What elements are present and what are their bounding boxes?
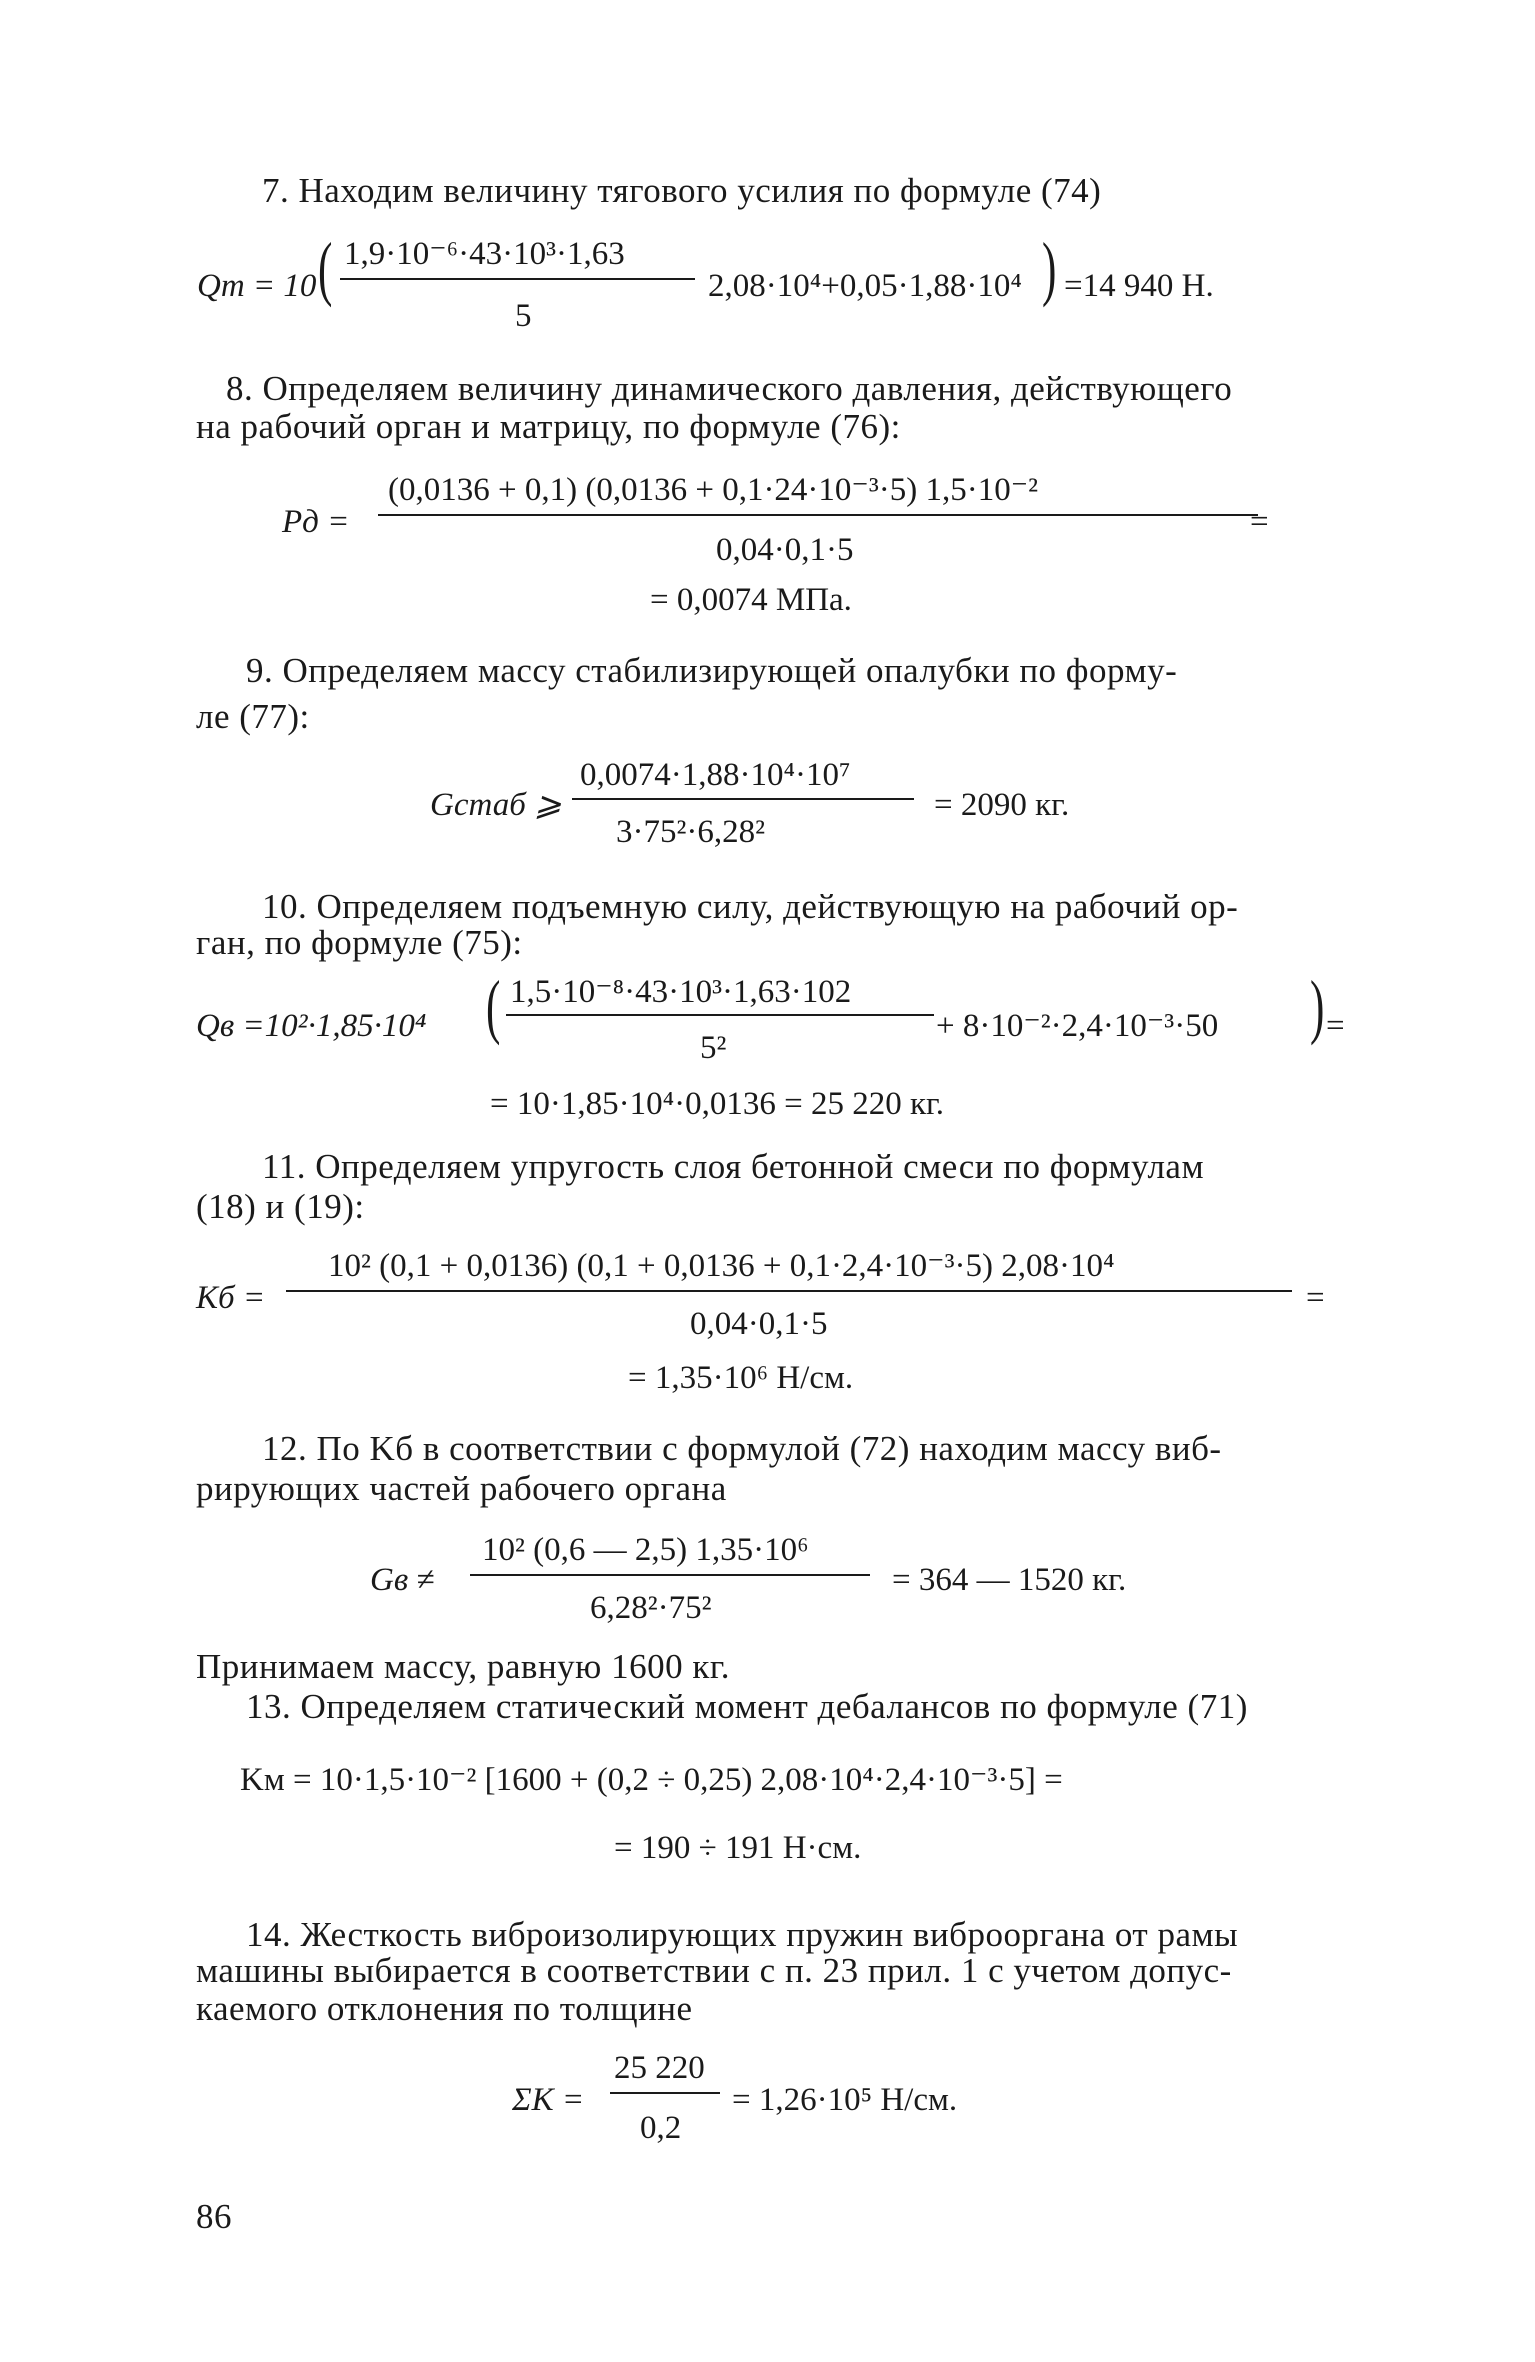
item7-lhs: Qт = 10 <box>197 268 317 304</box>
item7-denominator: 5 <box>515 298 532 334</box>
item7-close-paren: ) <box>1042 228 1057 308</box>
item9-line2: ле (77): <box>196 697 310 736</box>
item7-numerator: 1,9·10⁻⁶·43·10³·1,63 <box>344 236 625 272</box>
item11-numerator: 10² (0,1 + 0,0136) (0,1 + 0,0136 + 0,1·2,4·10⁻³·5) 2,08·10⁴ <box>328 1248 1115 1284</box>
accept-text: Принимаем массу, равную 1600 кг. <box>196 1647 730 1686</box>
item11-line2: (18) и (19): <box>196 1187 365 1226</box>
item8-lhs: Pд = <box>282 504 350 540</box>
item10-line2: ган, по формуле (75): <box>196 923 523 962</box>
item8-numerator: (0,0136 + 0,1) (0,0136 + 0,1·24·10⁻³·5) 1,5·10⁻² <box>388 472 1039 508</box>
item12-denominator: 6,28²·75² <box>590 1590 712 1626</box>
item7-fraction-bar <box>340 278 695 280</box>
item12-numerator: 10² (0,6 — 2,5) 1,35·10⁶ <box>482 1532 809 1568</box>
item13-formula: Kм = 10·1,5·10⁻² [1600 + (0,2 ÷ 0,25) 2,08·10⁴·2,4·10⁻³·5] = <box>240 1762 1063 1798</box>
item10-equals: = <box>1326 1008 1345 1044</box>
item10-denominator: 5² <box>700 1030 727 1066</box>
item9-denominator: 3·75²·6,28² <box>616 814 766 850</box>
item8-fraction-bar <box>378 514 1258 516</box>
item12-fraction-bar <box>470 1574 870 1576</box>
item10-close-paren: ) <box>1310 966 1325 1046</box>
item11-equals: = <box>1306 1280 1325 1316</box>
item10-lhs: Qв =10²·1,85·10⁴ <box>196 1008 427 1044</box>
item7-tail: 2,08·10⁴+0,05·1,88·10⁴ <box>708 268 1022 304</box>
item14-line3: каемого отклонения по толщине <box>196 1989 693 2028</box>
item8-denominator: 0,04·0,1·5 <box>716 532 854 568</box>
item10-line1: 10. Определяем подъемную силу, действующую на рабочий ор- <box>262 887 1239 926</box>
item9-line1: 9. Определяем массу стабилизирующей опалубки по форму- <box>246 651 1178 690</box>
item10-open-paren: ( <box>486 966 501 1046</box>
item14-lhs: ΣK = <box>512 2082 585 2118</box>
item12-line2: рирующих частей рабочего органа <box>196 1469 727 1508</box>
item9-fraction-bar <box>572 798 914 800</box>
page-number: 86 <box>196 2197 232 2236</box>
item8-line1: 8. Определяем величину динамического давления, действующего <box>226 369 1233 408</box>
item9-numerator: 0,0074·1,88·10⁴·10⁷ <box>580 757 851 793</box>
item13-result: = 190 ÷ 191 Н·см. <box>614 1830 862 1866</box>
item11-denominator: 0,04·0,1·5 <box>690 1306 828 1342</box>
item7-open-paren: ( <box>318 228 333 308</box>
item10-result: = 10·1,85·10⁴·0,0136 = 25 220 кг. <box>490 1086 945 1122</box>
item11-lhs: Kб = <box>196 1280 266 1316</box>
item10-tail: + 8·10⁻²·2,4·10⁻³·50 <box>936 1008 1219 1044</box>
item8-result: = 0,0074 МПа. <box>650 582 852 618</box>
item14-line2: машины выбирается в соответствии с п. 23 прил. 1 с учетом допус- <box>196 1951 1232 1990</box>
item14-line1: 14. Жесткость виброизолирующих пружин виброоргана от рамы <box>246 1915 1239 1954</box>
item14-result: = 1,26·10⁵ Н/см. <box>732 2082 958 2118</box>
item12-lhs: Gв ≠ <box>370 1562 435 1598</box>
item8-line2: на рабочий орган и матрицу, по формуле (76): <box>196 407 901 446</box>
item9-lhs: Gстаб ⩾ <box>430 787 562 823</box>
item8-equals: = <box>1250 504 1269 540</box>
item14-denominator: 0,2 <box>640 2110 682 2146</box>
item14-fraction-bar <box>610 2092 720 2094</box>
item11-fraction-bar <box>286 1290 1292 1292</box>
item7-result: =14 940 Н. <box>1064 268 1214 304</box>
item10-numerator: 1,5·10⁻⁸·43·10³·1,63·102 <box>510 974 852 1010</box>
item10-fraction-bar <box>506 1014 934 1016</box>
item13-text: 13. Определяем статический момент дебалансов по формуле (71) <box>246 1687 1248 1726</box>
item11-result: = 1,35·10⁶ Н/см. <box>628 1360 854 1396</box>
item14-numerator: 25 220 <box>614 2050 705 2086</box>
item12-result: = 364 — 1520 кг. <box>892 1562 1127 1598</box>
item11-line1: 11. Определяем упругость слоя бетонной смеси по формулам <box>262 1147 1205 1186</box>
item12-line1: 12. По Kб в соответствии с формулой (72) находим массу виб- <box>262 1429 1222 1468</box>
item9-result: = 2090 кг. <box>934 787 1070 823</box>
item7-text: 7. Находим величину тягового усилия по формуле (74) <box>262 171 1102 210</box>
